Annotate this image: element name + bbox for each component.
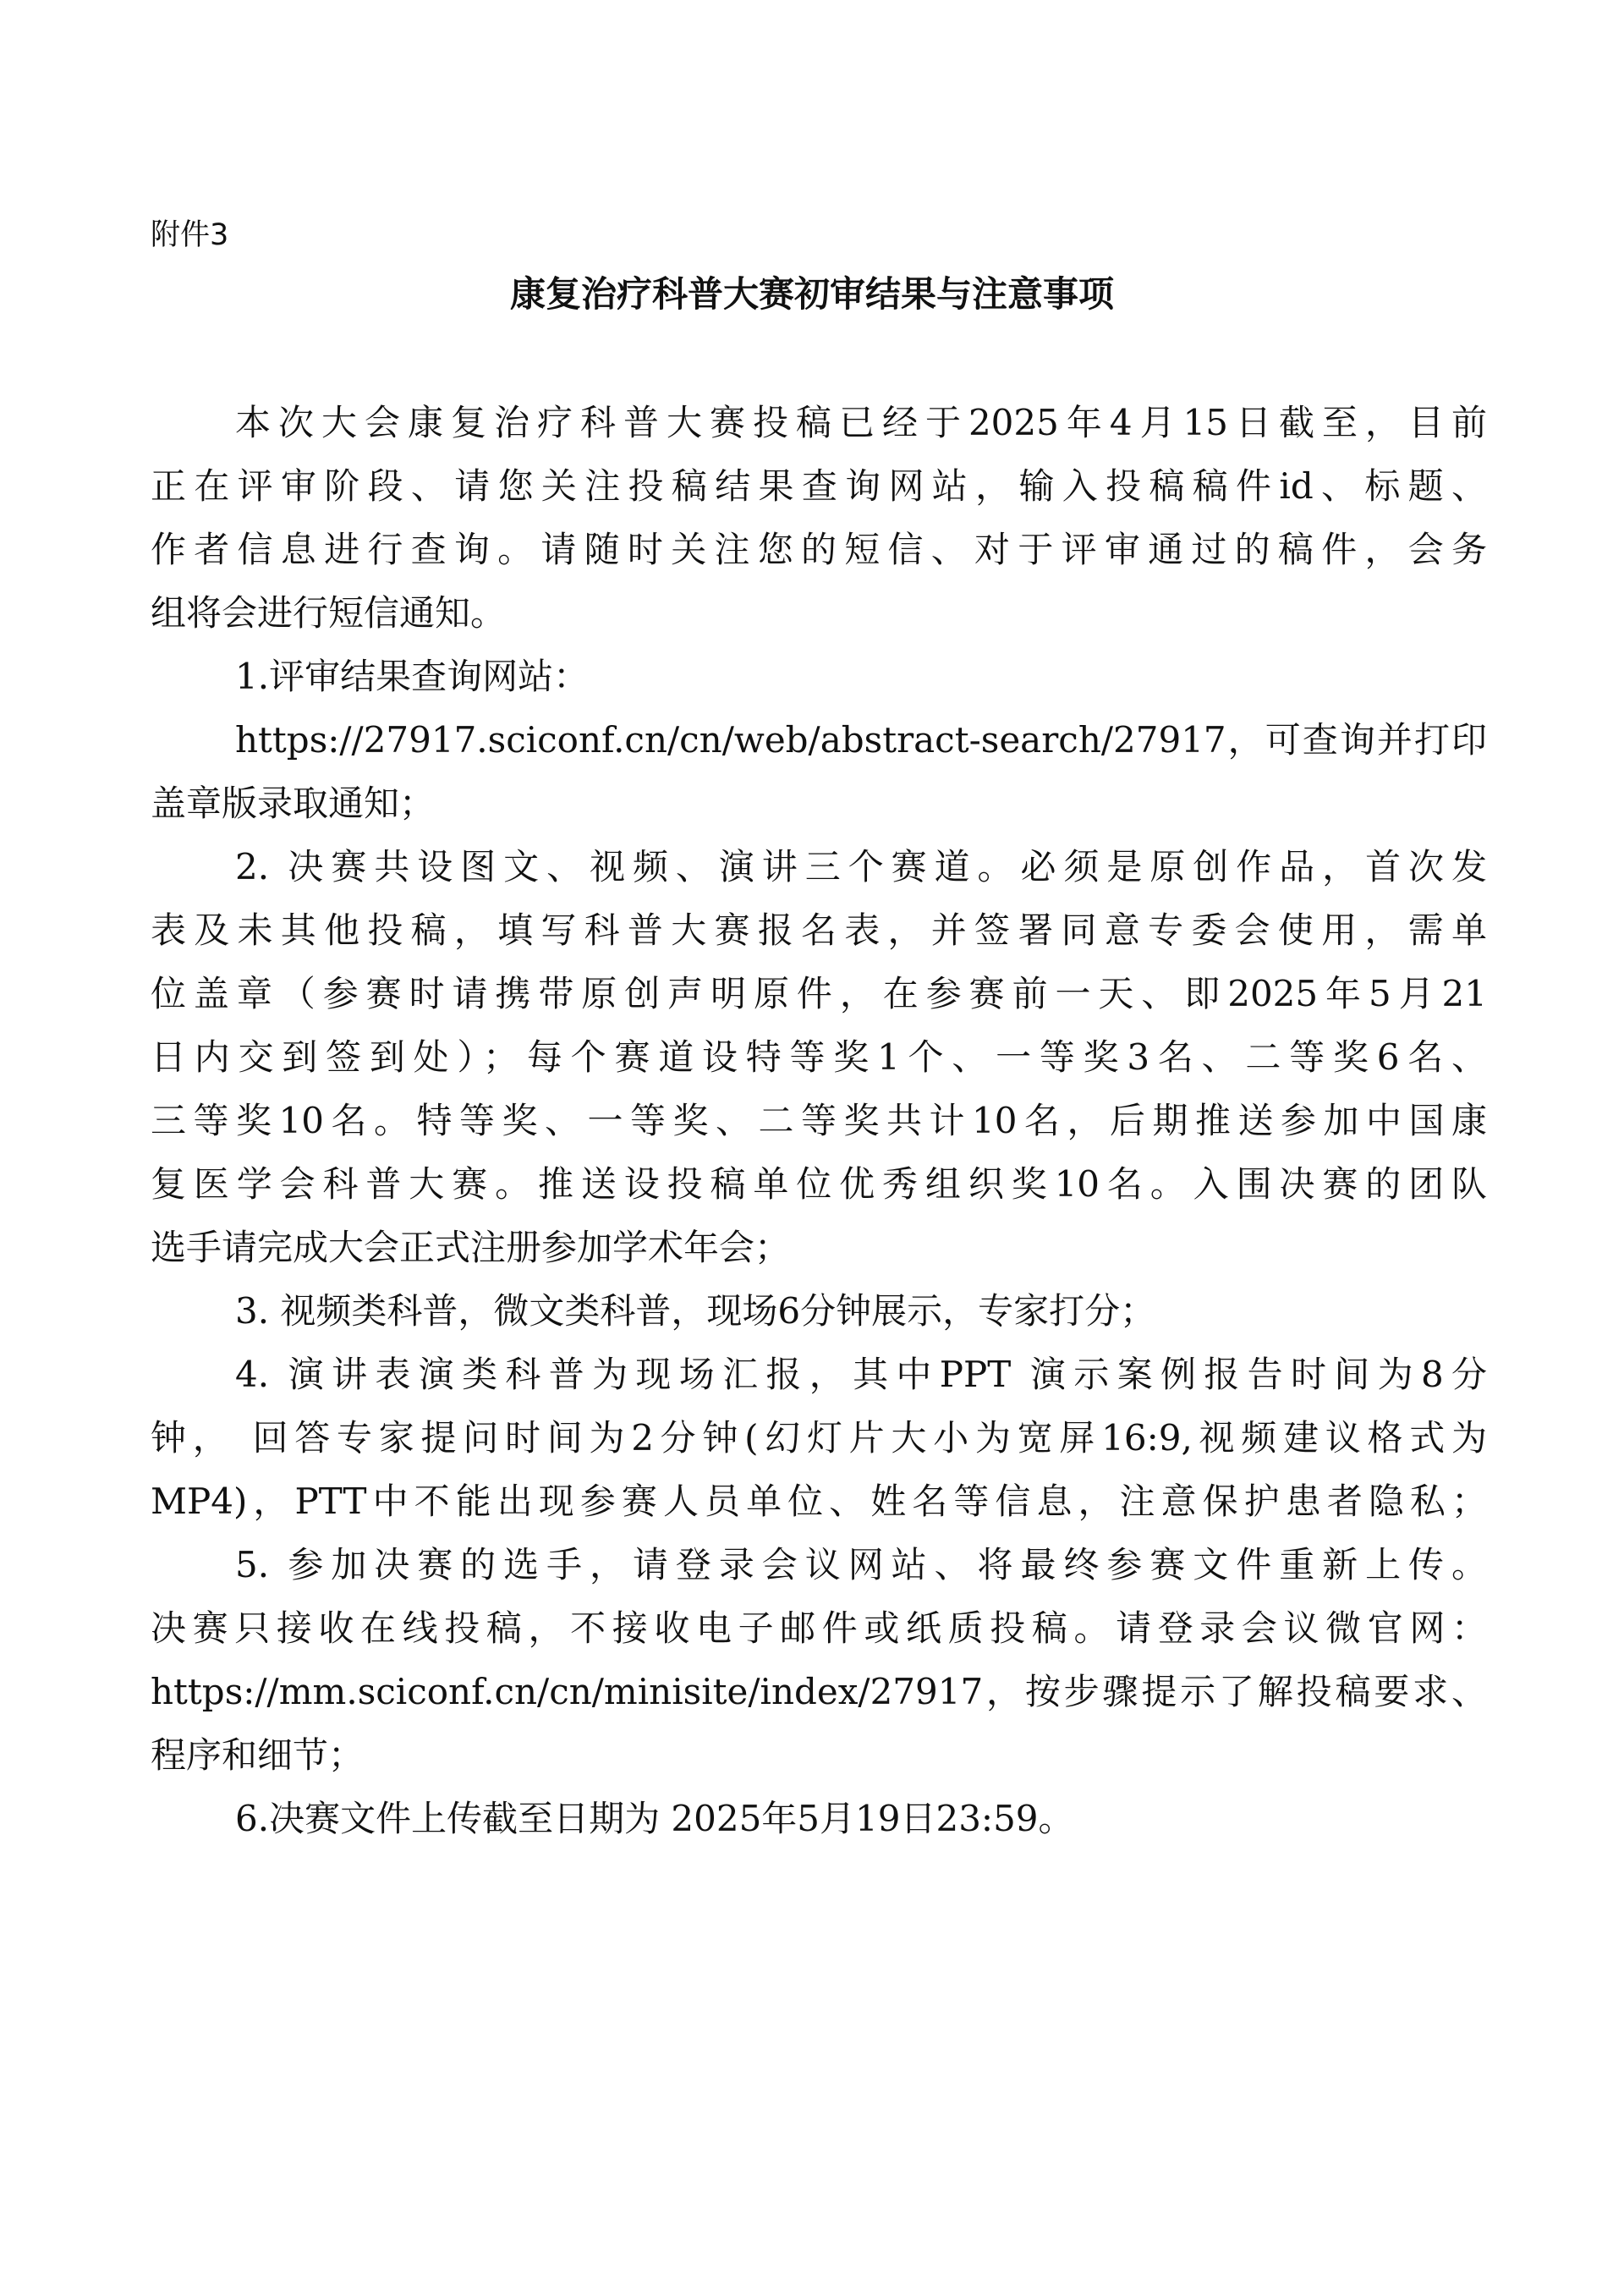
body-line: MP4)，PTT中不能出现参赛人员单位、姓名等信息，注意保护患者隐私； <box>151 1481 1487 1522</box>
body-line: 日内交到签到处）；每个赛道设特等奖1个、一等奖3名、二等奖6名、 <box>151 1036 1487 1078</box>
body-line: 正在评审阶段、请您关注投稿结果查询网站，输入投稿稿件id、标题、 <box>151 465 1487 507</box>
body-line: 3. 视频类科普，微文类科普，现场6分钟展示，专家打分； <box>235 1290 1156 1332</box>
body-line: 盖章版录取通知； <box>151 783 436 824</box>
body-line: 6.决赛文件上传截至日期为 2025年5月19日23:59。 <box>235 1798 1074 1839</box>
body-line: 1.评审结果查询网站： <box>235 656 590 697</box>
body-line: 程序和细节； <box>151 1734 365 1776</box>
body-line: 决赛只接收在线投稿，不接收电子邮件或纸质投稿。请登录会议微官网： <box>151 1607 1487 1649</box>
body-line: 三等奖10名。特等奖、一等奖、二等奖共计10名，后期推送参加中国康 <box>151 1100 1487 1141</box>
attachment-label: 附件3 <box>151 218 229 252</box>
body-line: 位盖章（参赛时请携带原创声明原件，在参赛前一天、即2025年5月21 <box>151 973 1487 1014</box>
body-line-link[interactable]: https://mm.sciconf.cn/cn/minisite/index/27917，按步骤提示了解投稿要求、 <box>151 1671 1487 1712</box>
document-body <box>151 391 1487 1850</box>
body-line: 作者信息进行查询。请随时关注您的短信、对于评审通过的稿件，会务 <box>151 529 1487 570</box>
body-line: 表及未其他投稿，填写科普大赛报名表，并签署同意专委会使用，需单 <box>151 909 1487 951</box>
body-line: 本次大会康复治疗科普大赛投稿已经于2025年4月15日截至，目前 <box>235 402 1487 443</box>
body-line: 钟， 回答专家提问时间为2分钟(幻灯片大小为宽屏16:9,视频建议格式为 <box>151 1417 1487 1459</box>
body-line: 4. 演讲表演类科普为现场汇报，其中PPT 演示案例报告时间为8分 <box>235 1354 1487 1395</box>
body-line: 2. 决赛共设图文、视频、演讲三个赛道。必须是原创作品，首次发 <box>235 846 1487 887</box>
body-line: 复医学会科普大赛。推送设投稿单位优秀组织奖10名。入围决赛的团队 <box>151 1163 1487 1205</box>
body-line-link[interactable]: https://27917.sciconf.cn/cn/web/abstract-search/27917，可查询并打印 <box>235 719 1487 761</box>
body-line: 选手请完成大会正式注册参加学术年会； <box>151 1227 791 1268</box>
body-line: 5. 参加决赛的选手，请登录会议网站、将最终参赛文件重新上传。 <box>235 1544 1487 1585</box>
document-title: 康复治疗科普大赛初审结果与注意事项 <box>509 273 1114 315</box>
body-line: 组将会进行短信通知。 <box>151 592 507 634</box>
